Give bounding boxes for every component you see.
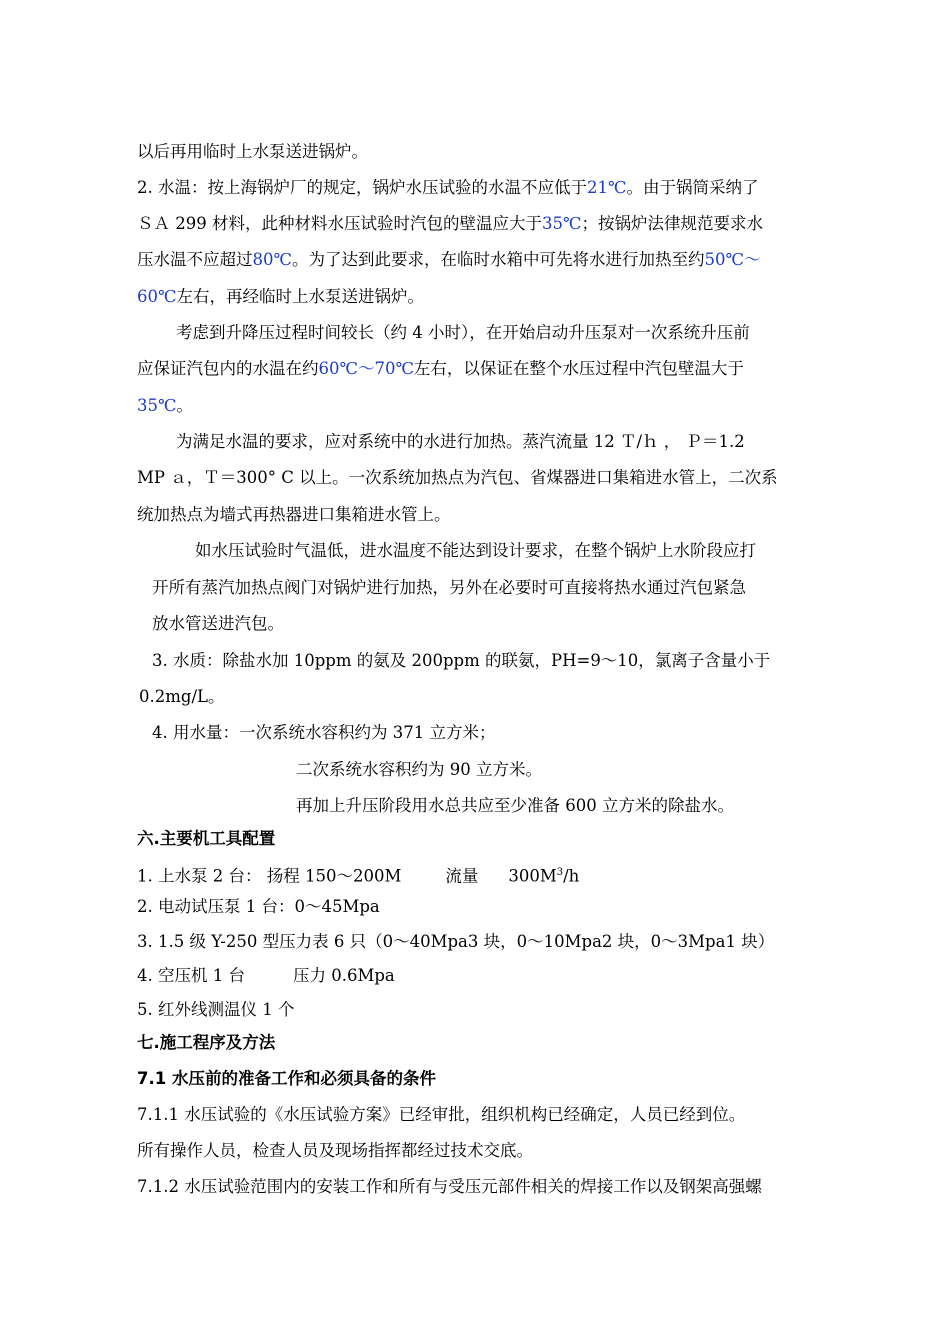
- tool-item-1: 1. 上水泵 2 台： 扬程 150～200M 流量 $300M^3/h$: [137, 866, 580, 886]
- paragraph-7-1-2: 7.1.2 水压试验范围内的安装工作和所有与受压元部件相关的焊接工作以及钢架高强螺: [137, 1177, 762, 1196]
- temp-21: 21℃: [587, 178, 627, 197]
- subsection-heading-7-1: 7.1 水压前的准备工作和必须具备的条件: [137, 1069, 436, 1088]
- text-line-6: 考虑到升降压过程时间较长（约 4 小时），在开始启动升压泵对一次系统升压前: [176, 323, 750, 342]
- text-line-14: 放水管送进汽包。: [152, 614, 284, 633]
- text-line-19: 再加上升压阶段用水总共应至少准备 600 立方米的除盐水。: [296, 796, 734, 815]
- text-line-13: 开所有蒸汽加热点阀门对锅炉进行加热，另外在必要时可直接将热水通过汽包紧急: [152, 578, 746, 597]
- temp-35: 35℃: [541, 214, 582, 233]
- text-line-8: 35℃。: [137, 396, 193, 415]
- text-line-7: 应保证汽包内的水温在约60℃～70℃左右，以保证在整个水压过程中汽包壁温大于: [137, 359, 744, 378]
- text-line-water-quality: 3. 水质：除盐水加 10ppm 的氨及 200ppm 的联氨，PH=9～10，氯离子含量小于: [152, 651, 771, 670]
- text-line-3: ＳＡ 299 材料，此种材料水压试验时汽包的壁温应大于35℃；按锅炉法律规范要求水: [137, 214, 763, 233]
- text-line-16: 0.2mg/L。: [139, 687, 225, 706]
- temp-60: 60℃: [137, 287, 177, 306]
- text-line-5: 60℃左右，再经临时上水泵送进锅炉。: [137, 287, 424, 306]
- text-line-18: 二次系统水容积约为 90 立方米。: [296, 760, 542, 779]
- text-line-water-volume: 4. 用水量：一次系统水容积约为 371 立方米；: [152, 723, 496, 742]
- temp-80: 80℃: [252, 250, 292, 269]
- temp-60-70: 60℃～70℃: [318, 359, 414, 378]
- tool-item-2: 2. 电动试压泵 1 台：0～45Mpa: [137, 897, 380, 916]
- text-line-water-temp: 2. 水温：按上海锅炉厂的规定，锅炉水压试验的水温不应低于21℃。由于锅筒采纳了: [137, 178, 759, 197]
- temp-50: 50℃～: [704, 250, 761, 269]
- text-line-4: 压水温不应超过80℃。为了达到此要求，在临时水箱中可先将水进行加热至约50℃～: [137, 250, 761, 269]
- text-line-10: MP ａ，Ｔ＝300° C 以上。一次系统加热点为汽包、省煤器进口集箱进水管上，二次系: [137, 468, 778, 487]
- superscript-3: 3: [556, 867, 564, 878]
- section-heading-7: 七.施工程序及方法: [137, 1033, 276, 1052]
- tool-item-5: 5. 红外线测温仪 1 个: [137, 1000, 295, 1019]
- text-line-9: 为满足水温的要求，应对系统中的水进行加热。蒸汽流量 12 Ｔ/ｈ ， Ｐ＝1.2: [176, 432, 745, 451]
- text-line-11: 统加热点为墙式再热器进口集箱进水管上。: [137, 505, 451, 524]
- tool-item-3: 3. 1.5 级 Y-250 型压力表 6 只（0～40Mpa3 块，0～10Mpa2 块，0～3Mpa1 块）: [137, 932, 775, 951]
- tool-item-4: 4. 空压机 1 台 压力 0.6Mpa: [137, 966, 395, 985]
- paragraph-7-1-1-cont: 所有操作人员，检查人员及现场指挥都经过技术交底。: [137, 1141, 533, 1160]
- paragraph-7-1-1: 7.1.1 水压试验的《水压试验方案》已经审批，组织机构已经确定，人员已经到位。: [137, 1105, 746, 1124]
- text-line-1: 以后再用临时上水泵送进锅炉。: [137, 142, 368, 161]
- temp-35-b: 35℃: [137, 396, 177, 415]
- text-line-12: 如水压试验时气温低，进水温度不能达到设计要求，在整个锅炉上水阶段应打: [195, 541, 756, 560]
- section-heading-6: 六.主要机工具配置: [137, 829, 276, 848]
